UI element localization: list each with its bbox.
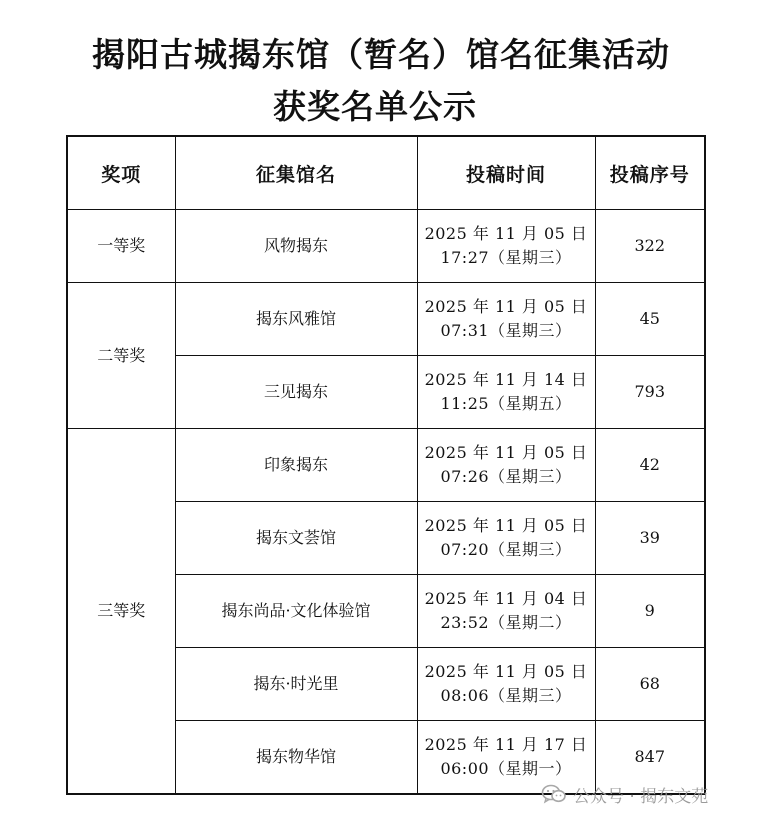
- entry-time: [417, 283, 595, 356]
- table-row: [67, 429, 705, 502]
- table-header-row: [67, 136, 705, 210]
- entry-clock: 11:25（星期五）: [440, 394, 572, 413]
- entry-number: 9: [595, 575, 705, 648]
- entry-clock: 07:31（星期三）: [440, 321, 572, 340]
- entry-name: 揭东尚品·文化体验馆: [175, 575, 417, 648]
- entry-clock: 17:27（星期三）: [440, 248, 572, 267]
- entry-date: 2025 年 11 月 05 日: [424, 224, 588, 243]
- entry-time: [417, 575, 595, 648]
- entry-date: 2025 年 11 月 14 日: [424, 370, 588, 389]
- watermark: [541, 782, 708, 806]
- header-number: 投稿序号: [595, 136, 705, 210]
- entry-number: 39: [595, 502, 705, 575]
- table-row: [67, 283, 705, 356]
- table-row: [67, 210, 705, 283]
- watermark-text: 公众号 · 揭东文苑: [573, 786, 709, 807]
- entry-time: [417, 648, 595, 721]
- entry-name: 揭东风雅馆: [175, 283, 417, 356]
- entry-date: 2025 年 11 月 05 日: [424, 662, 588, 681]
- entry-clock: 08:06（星期三）: [440, 686, 572, 705]
- entry-time: [417, 210, 595, 283]
- entry-date: 2025 年 11 月 17 日: [424, 735, 588, 754]
- entry-name: 揭东文荟馆: [175, 502, 417, 575]
- entry-date: 2025 年 11 月 05 日: [424, 516, 588, 535]
- entry-number: 45: [595, 283, 705, 356]
- entry-time: [417, 356, 595, 429]
- header-award: 奖项: [67, 136, 175, 210]
- entry-time: [417, 429, 595, 502]
- award-table: [66, 135, 706, 795]
- entry-name: 揭东·时光里: [175, 648, 417, 721]
- entry-number: 322: [595, 210, 705, 283]
- entry-number: 793: [595, 356, 705, 429]
- header-time: 投稿时间: [417, 136, 595, 210]
- entry-name: 三见揭东: [175, 356, 417, 429]
- entry-name: 揭东物华馆: [175, 721, 417, 795]
- award-first: 一等奖: [67, 210, 175, 283]
- page-subtitle: 获奖名单公示: [273, 87, 477, 126]
- entry-clock: 07:26（星期三）: [440, 467, 572, 486]
- award-third: 三等奖: [67, 429, 175, 795]
- entry-time: [417, 502, 595, 575]
- entry-clock: 23:52（星期二）: [440, 613, 572, 632]
- award-second: 二等奖: [67, 283, 175, 429]
- entry-date: 2025 年 11 月 05 日: [424, 443, 588, 462]
- entry-name: 印象揭东: [175, 429, 417, 502]
- header-name: 征集馆名: [175, 136, 417, 210]
- entry-number: 68: [595, 648, 705, 721]
- entry-clock: 07:20（星期三）: [440, 540, 572, 559]
- entry-date: 2025 年 11 月 05 日: [424, 297, 588, 316]
- wechat-icon: [541, 784, 567, 804]
- entry-clock: 06:00（星期一）: [440, 759, 572, 778]
- entry-date: 2025 年 11 月 04 日: [424, 589, 588, 608]
- entry-name: 风物揭东: [175, 210, 417, 283]
- page-title: 揭阳古城揭东馆（暂名）馆名征集活动: [92, 35, 670, 74]
- entry-number: 42: [595, 429, 705, 502]
- entry-number: 847: [595, 721, 705, 795]
